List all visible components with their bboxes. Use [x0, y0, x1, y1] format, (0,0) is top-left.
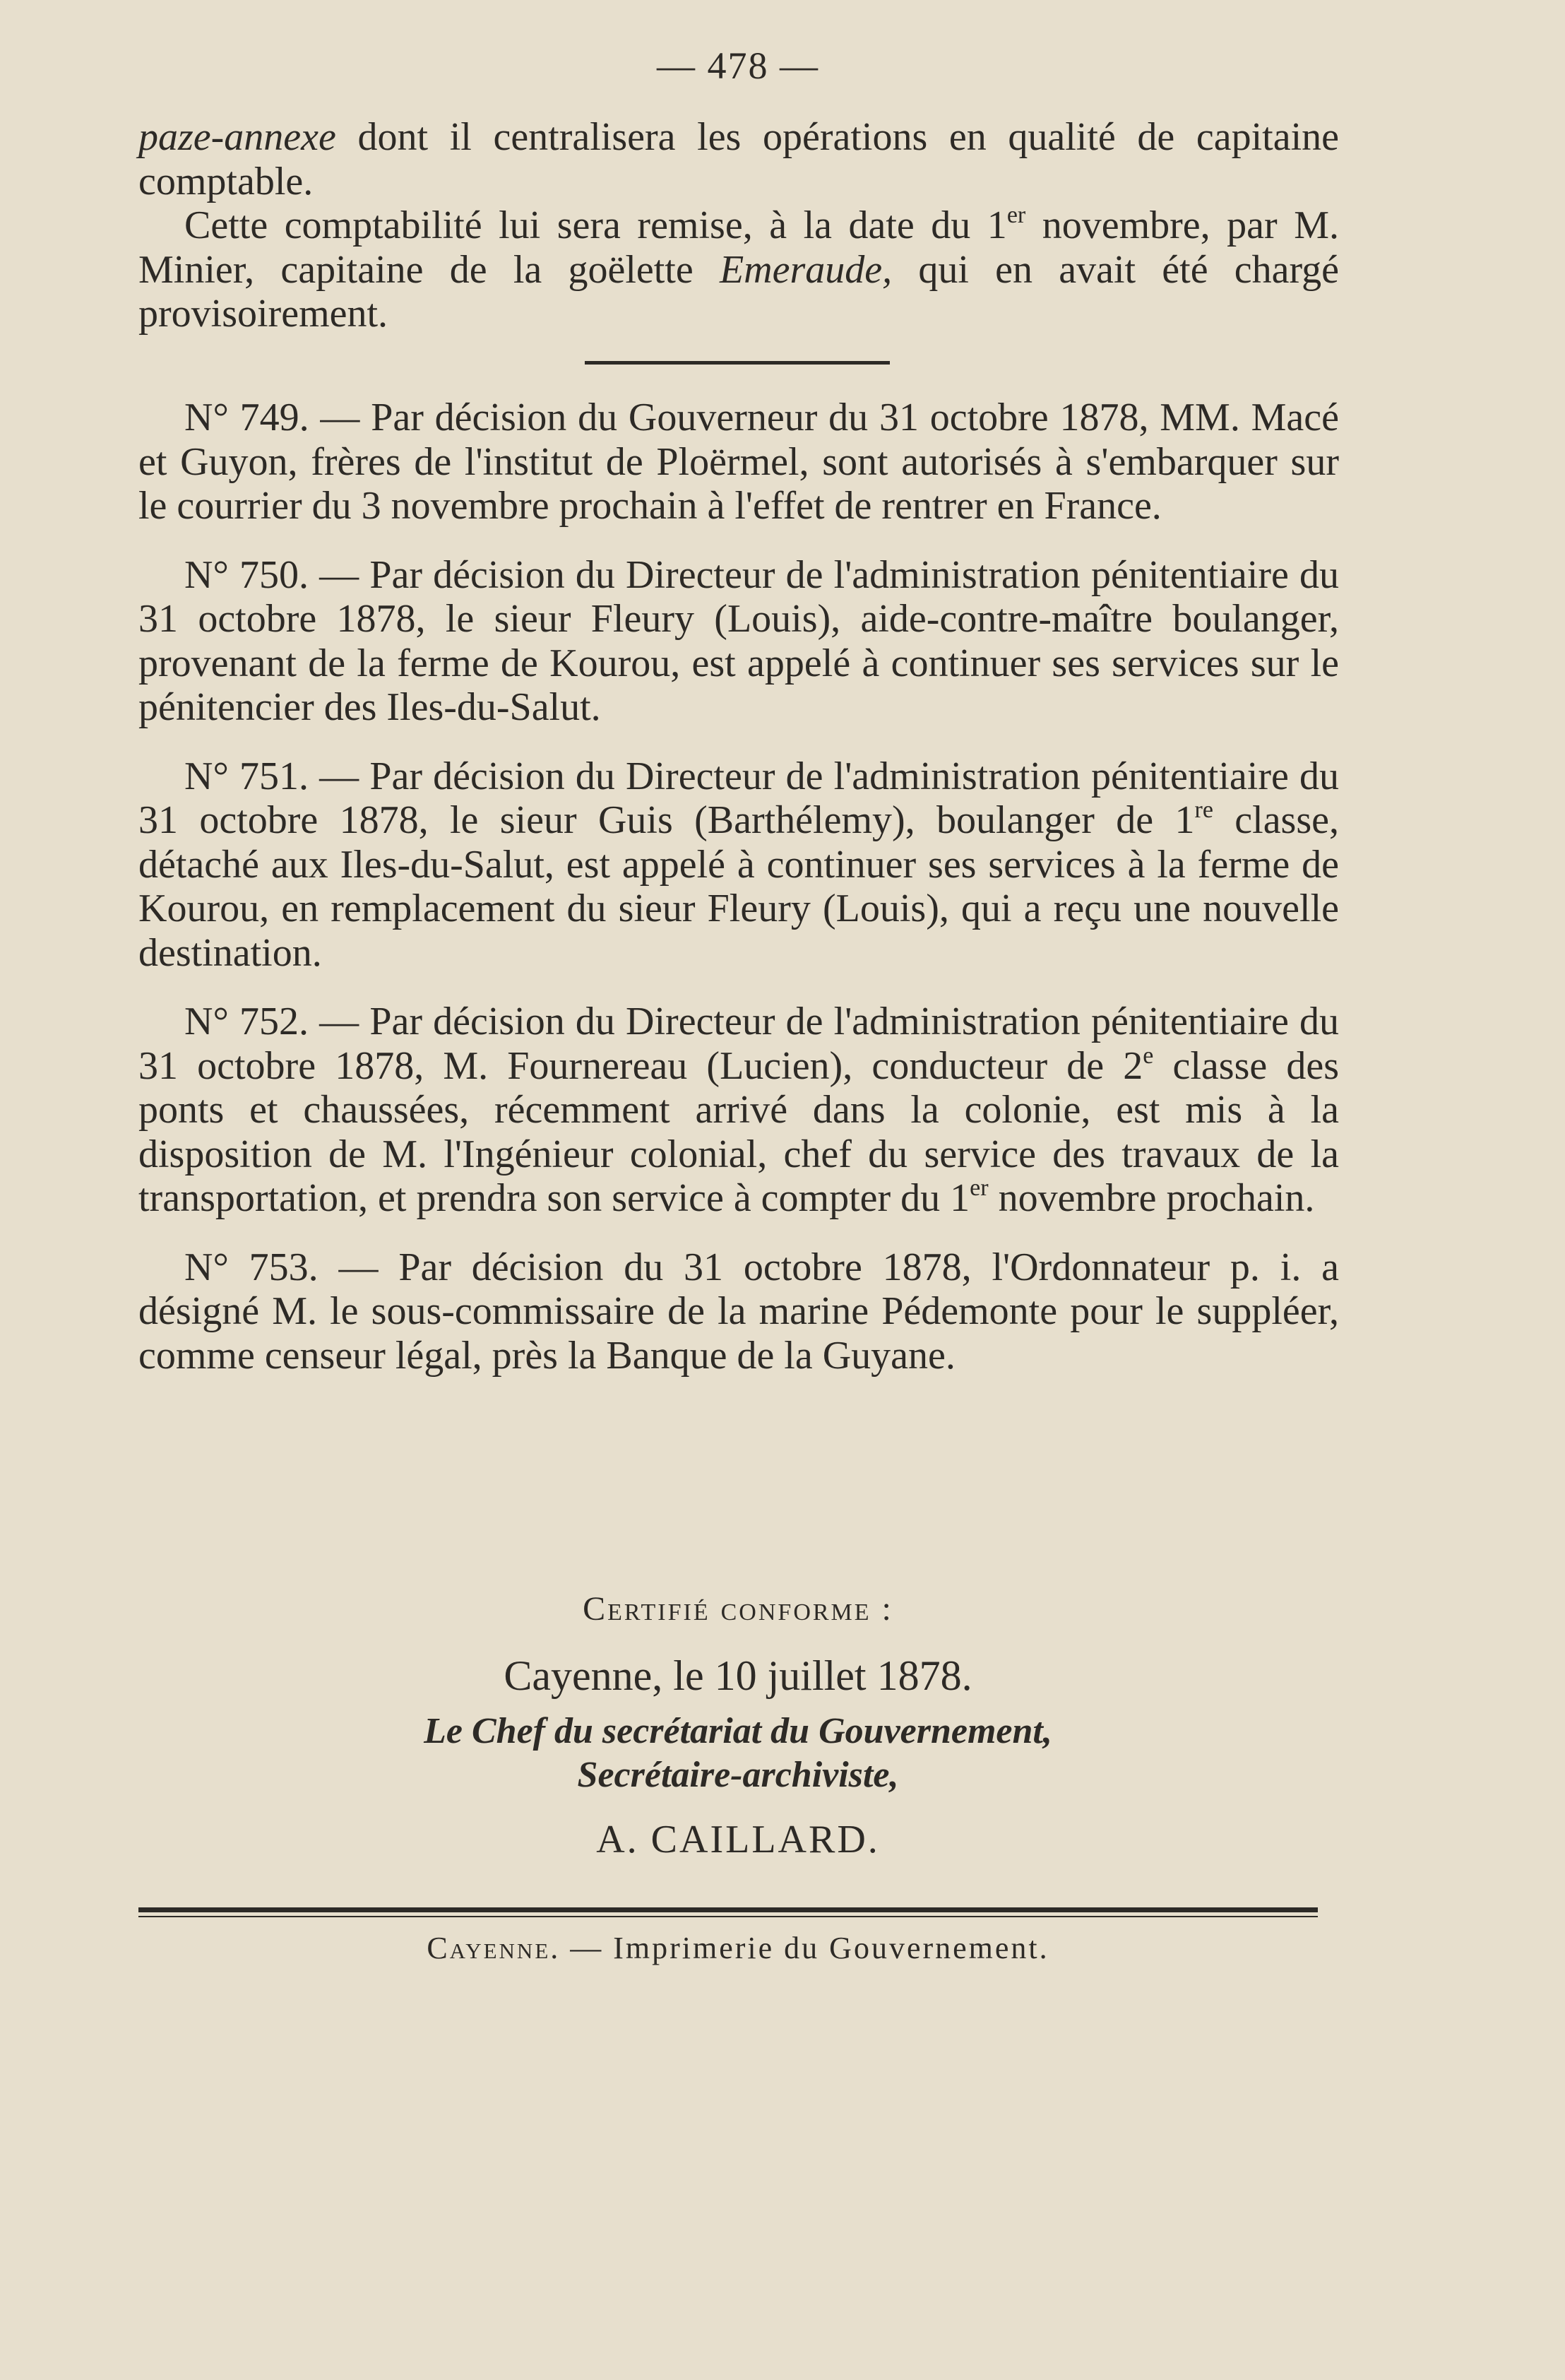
decision-751: [138, 754, 1339, 976]
intro-block: [138, 115, 1339, 336]
printer-footer: [0, 1930, 1476, 1966]
decision-752-text-a: N° 752. — Par décision du Directeur de l'administration pénitentiaire du 31 octobre 1878, M. Fournereau (Lucien), conducteur de 2: [138, 1000, 1339, 1088]
decision-751-text-a: N° 751. — Par décision du Directeur de l'administration pénitentiaire du 31 octobre 1878, le sieur Guis (Barthélemy), boulanger de 1: [138, 754, 1339, 842]
intro-text-b: novembre, par M. Minier, capitaine de la goëlette: [138, 203, 1339, 292]
decision-752: [138, 1000, 1339, 1221]
place-and-date: Cayenne, le 10 juillet 1878.: [504, 1652, 972, 1699]
footer-rule-thin: [138, 1916, 1318, 1917]
footer-rule-thick: [138, 1907, 1318, 1912]
intro-paragraph-1: [138, 115, 1339, 203]
intro-italic-term: paze-annexe: [138, 115, 336, 159]
footer-dash: —: [560, 1931, 614, 1965]
section-separator: [585, 361, 890, 365]
decision-752-text-c: novembre prochain.: [988, 1176, 1315, 1220]
superscript: re: [1194, 797, 1213, 823]
page-number: — 478 —: [657, 45, 819, 87]
superscript: e: [1143, 1042, 1154, 1069]
intro-text: dont il centralisera les opérations en qualité de capitaine comptable.: [138, 115, 1339, 203]
decision-749: N° 749. — Par décision du Gouverneur du 31 octobre 1878, MM. Macé et Guyon, frères de l'institut de Ploërmel, sont autorisés à s'embarquer sur le courrier du 3 novembre prochain à l'effet de rentrer en France.: [138, 396, 1339, 528]
decision-752-text-b: classe des ponts et chaussées, récemment arrivé dans la colonie, est mis à la disposition de M. l'Ingénieur colonial, chef du service des travaux de la transportation, et prendra son service à compter du 1: [138, 1043, 1340, 1220]
superscript: er: [1006, 202, 1026, 228]
signatory-line-1: Le Chef du secrétariat du Gouvernement,: [424, 1711, 1052, 1751]
ship-name: Emeraude,: [719, 247, 893, 292]
intro-paragraph-2: [138, 203, 1339, 336]
intro-text-a: Cette comptabilité lui sera remise, à la date du 1: [184, 203, 1007, 247]
decisions-block: [138, 396, 1339, 1378]
signatory-line-2: Secrétaire-archiviste,: [577, 1755, 899, 1795]
footer-city: Cayenne.: [427, 1931, 561, 1965]
decision-751-text-b: classe, détaché aux Iles-du-Salut, est appelé à continuer ses services à la ferme de Kourou, en remplacement du sieur Fleury (Louis), qui a reçu une nouvelle destination.: [138, 798, 1339, 975]
superscript: er: [970, 1175, 989, 1201]
intro-text-c: qui en avait été chargé provisoirement.: [138, 247, 1339, 336]
certification-heading: Certifié conforme :: [583, 1590, 893, 1628]
footer-printer: Imprimerie du Gouvernement.: [613, 1931, 1049, 1965]
decision-753: N° 753. — Par décision du 31 octobre 1878, l'Ordonnateur p. i. a désigné M. le sous-commissaire de la marine Pédemonte pour le suppléer, comme censeur légal, près la Banque de la Guyane.: [138, 1245, 1339, 1378]
signatory-name: A. CAILLARD.: [596, 1818, 880, 1861]
signatory-title: [0, 1710, 1476, 1797]
decision-750: N° 750. — Par décision du Directeur de l'administration pénitentiaire du 31 octobre 1878, le sieur Fleury (Louis), aide-contre-maître boulanger, provenant de la ferme de Kourou, est appelé à continuer ses services sur le pénitencier des Iles-du-Salut.: [138, 552, 1339, 729]
